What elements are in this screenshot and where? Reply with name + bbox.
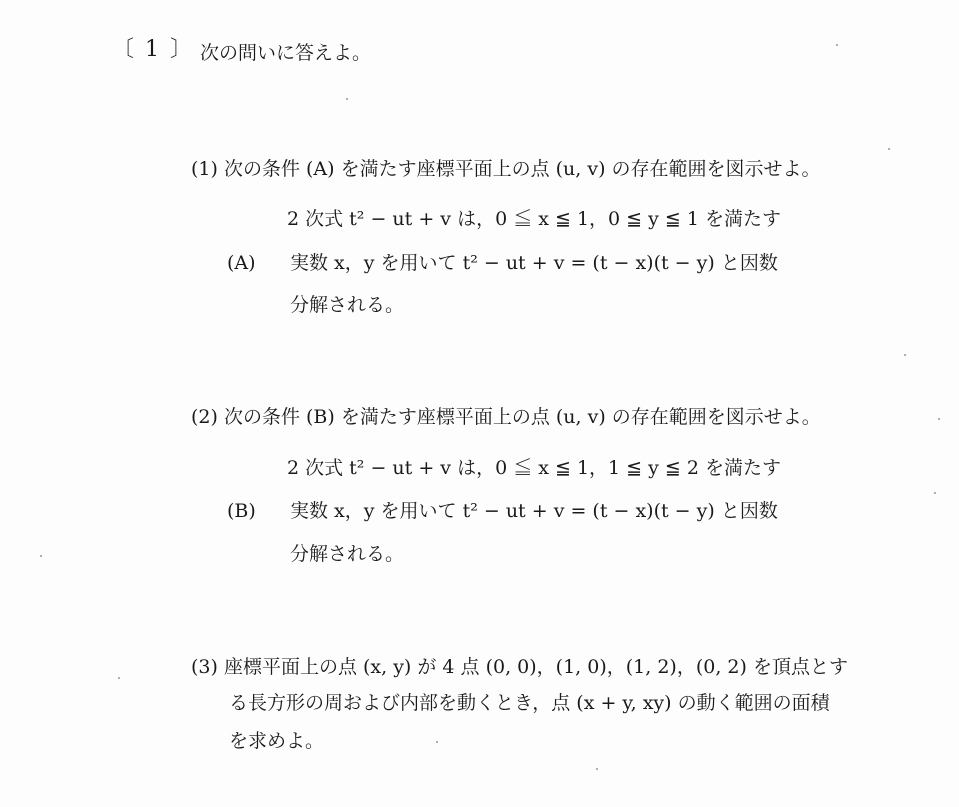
scan-speck (938, 418, 940, 420)
scan-speck (118, 677, 120, 679)
problem-number: 〔 1 〕 (112, 37, 194, 62)
scan-speck (904, 354, 906, 356)
scan-speck (40, 555, 42, 557)
scan-speck (836, 44, 838, 46)
condition-b-line-2: 実数 x，y を用いて t² − ut + v = (t − x)(t − y) と因数 (290, 500, 778, 522)
question-3-line-3: を求めよ。 (229, 730, 325, 752)
scan-speck (346, 98, 348, 100)
problem-instruction: 次の問いに答えよ。 (200, 42, 372, 64)
condition-a-line-3: 分解される。 (290, 294, 405, 316)
question-3-line-1: (3) 座標平面上の点 (x, y) が 4 点 (0, 0)，(1, 0)，(1, 2)，(0, 2) を頂点とす (191, 656, 848, 678)
scan-speck (888, 148, 890, 150)
question-3-line-2: る長方形の周および内部を動くとき，点 (x + y, xy) の動く範囲の面積 (229, 692, 830, 714)
condition-a-label: (A) (227, 252, 256, 274)
question-1-stem: (1) 次の条件 (A) を満たす座標平面上の点 (u, v) の存在範囲を図示せよ。 (191, 158, 821, 180)
scan-speck (436, 741, 438, 743)
condition-a-line-1: 2 次式 t² − ut + v は，0 ≦ x ≦ 1，0 ≦ y ≦ 1 を満たす (287, 208, 781, 230)
scan-speck (934, 492, 936, 494)
condition-a-line-2: 実数 x，y を用いて t² − ut + v = (t − x)(t − y) と因数 (290, 252, 778, 274)
condition-b-line-1: 2 次式 t² − ut + v は，0 ≦ x ≦ 1，1 ≦ y ≦ 2 を満たす (287, 457, 781, 479)
scan-speck (596, 768, 598, 770)
condition-b-label: (B) (227, 500, 256, 522)
question-2-stem: (2) 次の条件 (B) を満たす座標平面上の点 (u, v) の存在範囲を図示せよ。 (191, 406, 821, 428)
condition-b-line-3: 分解される。 (290, 543, 405, 565)
